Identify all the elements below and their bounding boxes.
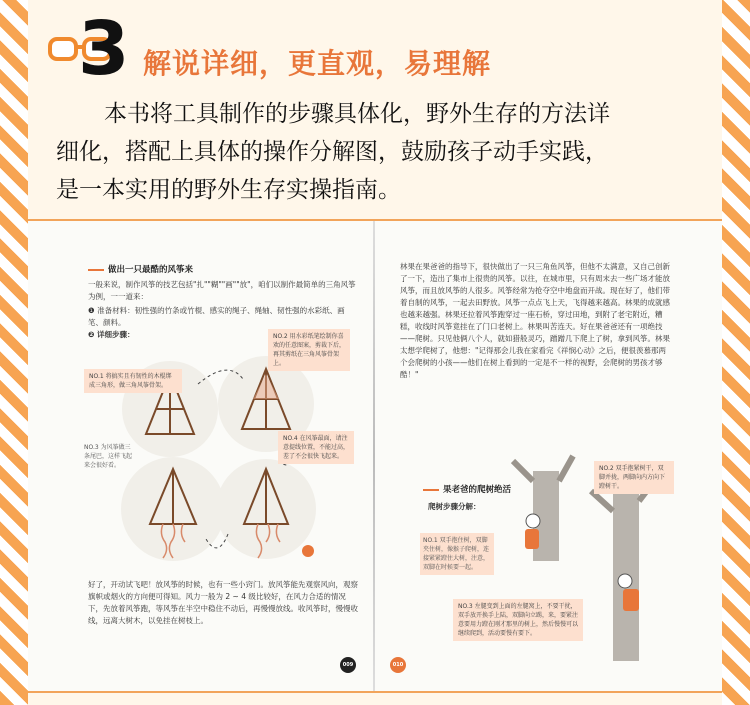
feature-number: 3 [78,6,130,92]
right-section-title: 果老爸的爬树绝活 [423,483,511,495]
climb-note-3: NO.3 左腿变到上面的左腿窝上，不要干扰，双手放开换手上陆，双脚向立踢，来，要紧注意要用力蹬在刚才那里的树上，然后慢慢可以继续爬到，活动要慢有要下。 [453,599,583,641]
description-line: 是一本实用的野外生存实操指南。 [56,177,401,203]
book-spine [373,221,375,691]
climb-note-1: NO.1 双手抱住树，双脚夹住树，像猴子爬树，连接紧紧蹬住大树，注意，双脚在时候要一起。 [420,533,494,575]
feature-description [56,95,706,209]
bottom-band [28,691,722,705]
left-materials: ❶ 准备材料：韧性强的竹条或竹棍、感实的绳子、绳轴、韧性强的水彩纸、画笔、颜料。 [88,306,345,327]
climb-note-2: NO.2 双手抱紧树干，双脚并拢，两脚向内方向下蹬树干。 [594,461,674,494]
feature-header [28,0,722,220]
left-section-title: 做出一只最酷的风筝来 [88,263,193,275]
kite-note-4: NO.4 在风筝最面，请注意提线位置，不能过高，差了不会很快飞起来。 [278,431,354,464]
kite-note-1: NO.1 将搞实且有韧性的木棍绑成三角形，做三角风筝骨架。 [84,369,182,393]
left-intro: 一般来说，制作风筝的技艺包括"扎""糊""画""放"，咱们以制作最简单的三角风筝为例，一一道来： [88,280,356,301]
kite-note-2: NO.2 用水彩纸笔绘制你喜欢的任意图案，剪裁下后，再其剪纸在三角风筝骨架上。 [268,329,350,371]
description-line: 本书将工具制作的步骤具体化，野外生存的方法详 [104,101,610,127]
promo-panel [28,0,722,705]
right-body: 林果在果爸爸的指导下，很快做出了一只三角鱼风筝，但他不太满意，又自己创新了一下，造出了集市上很贵的风筝。以往，在城市里，只有周末去一些广场才能放风筝，而且放风筝的人很多。风筝经常为抢夺空中地盘而开战。现在好了，他们带着自制的风筝，一起去田野放。风筝一点点飞上天，飞得越来越高。林果的成就感也越来越强。林果还拉着风筝跑穿过一座石桥，穿过田地，到附了老宅附近，糟糕，收线时风筝竟挂在了门口老树上。林果叫苦连天。好在果爸爸还有一项绝技——爬树。只见他俩八个人，就如猎般灵巧，蹭蹭几下爬上了树，拿到风筝。林果太想学爬树了，他想："记得那会儿我在家看完《祥悯心动》之后，便很羡慕那两个会爬树的小孩——他们在树上看到的一定是不一样的视野，会爬树的男孩才够酷！" [400,262,670,379]
right-steps-label: 爬树步骤分解： [428,502,481,511]
kite-note-3: NO.3 为风筝做三条尾巴，这样飞起来会很好看。 [84,444,133,469]
description-line: 细化，搭配上具体的操作分解图，鼓励孩子动手实践， [56,139,608,165]
left-steps-label: ❷ 详细步骤： [88,330,135,339]
feature-title: 解说详细，更直观，易理解 [143,47,492,80]
book-spread [28,221,722,691]
page-number-left: 009 [340,657,356,673]
left-body: 好了，开动试飞吧！放风筝的时候，也有一些小窍门。放风筝能先观察风向，观察旗帜或烟火的方向便可得知。风力一般为 2 ~ 4 级比较好，在风力合适的情况下，先放着风筝跑，等风筝在半空中稳住不动后，再慢慢放线。收风筝时，慢慢收线，远离大树木，以免挂在树枝上。 [88,580,358,625]
page-number-right: 010 [390,657,406,673]
